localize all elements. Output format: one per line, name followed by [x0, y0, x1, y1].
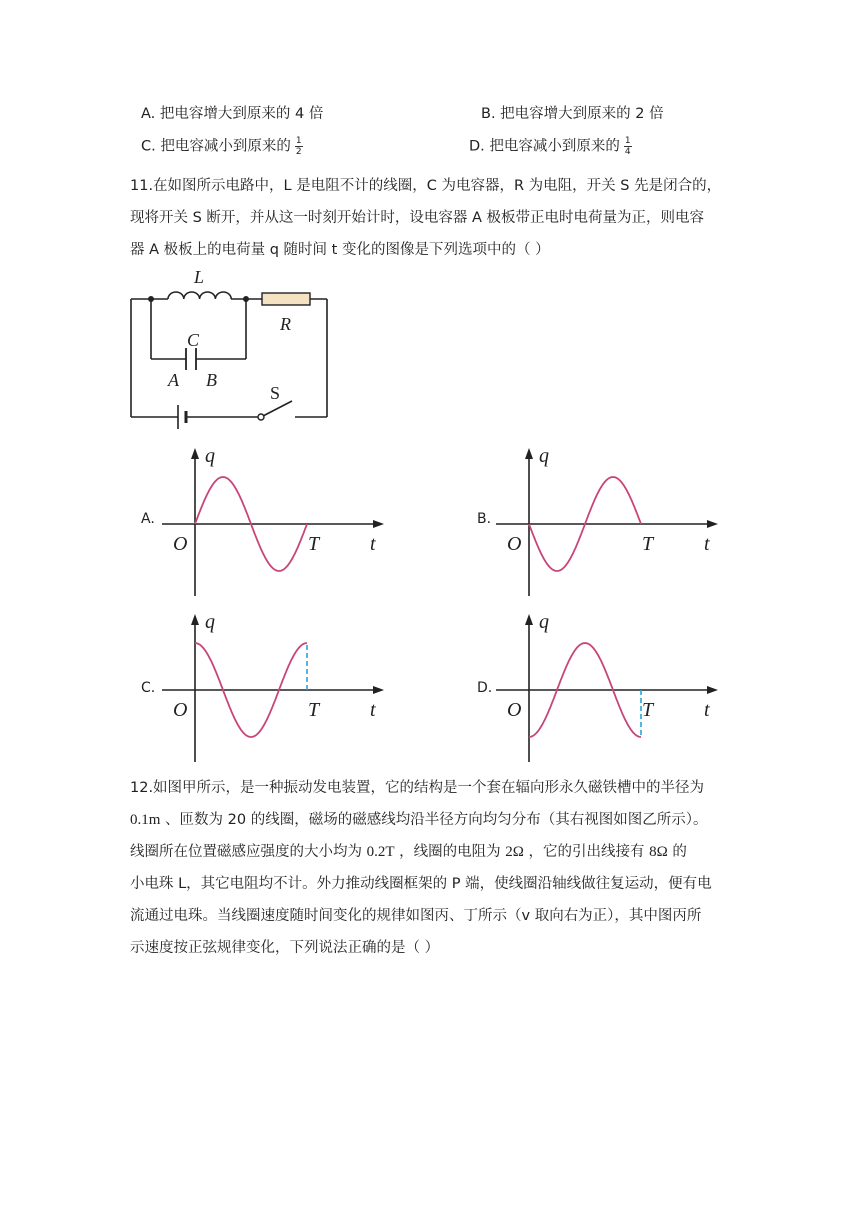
q-axis-label: q — [205, 445, 215, 467]
graph-option-c-label[interactable]: C. — [141, 680, 156, 696]
q12-line-5: 流通过电珠。当线圈速度随时间变化的规律如图丙、丁所示（v 取向右为正），其中图丙所 — [130, 908, 702, 924]
t-axis-arrow — [373, 686, 384, 694]
origin-label: O — [173, 699, 188, 721]
graph-option-a-label[interactable]: A. — [141, 511, 155, 527]
q10-option-d[interactable] — [469, 136, 632, 157]
switch-blade — [263, 401, 292, 416]
graph-option-b[interactable] — [494, 440, 724, 600]
q-axis-arrow — [525, 448, 533, 459]
q12-line-3: 线圈所在位置磁感应强度的大小均为 0.2T ，线圈的电阻为 2Ω ，它的引出线接有 8Ω 的 — [130, 844, 687, 860]
switch-pivot — [258, 414, 264, 420]
t-axis-arrow — [707, 520, 718, 528]
q11-stem — [130, 170, 730, 266]
t-axis-label: t — [370, 533, 376, 555]
origin-label: O — [507, 699, 522, 721]
t-axis-label: t — [370, 699, 376, 721]
t-axis-label: t — [704, 699, 710, 721]
q10-option-b[interactable]: B. 把电容增大到原来的 2 倍 — [481, 106, 664, 122]
graph-option-c[interactable] — [160, 606, 390, 766]
q11-line-2: 现将开关 S 断开，并从这一时刻开始计时，设电容器 A 极板带正电时电荷量为正，则电容 — [130, 210, 705, 226]
q-axis-arrow — [191, 614, 199, 625]
resistor — [262, 293, 310, 305]
q-axis-label: q — [205, 611, 215, 633]
q10-option-a[interactable]: A. 把电容增大到原来的 4 倍 — [141, 106, 324, 122]
q10-option-d-fraction: $\frac{1}{4}$ — [624, 136, 631, 157]
q11-circuit-diagram — [120, 262, 340, 432]
q10-option-c-text: C. 把电容减小到原来的 — [141, 138, 291, 155]
period-label: T — [642, 699, 654, 721]
period-label: T — [308, 699, 320, 721]
q10-option-c-fraction: $\frac{1}{2}$ — [295, 136, 302, 157]
q12-stem — [130, 772, 735, 964]
t-axis-arrow — [373, 520, 384, 528]
q10-option-d-text: D. 把电容减小到原来的 — [469, 138, 620, 155]
q-axis-arrow — [525, 614, 533, 625]
q11-line-1: 11.在如图所示电路中，L 是电阻不计的线圈，C 为电容器，R 为电阻，开关 S 先是闭合的， — [130, 178, 722, 194]
junction-right — [243, 296, 249, 302]
label-C: C — [187, 330, 200, 350]
q12-line-4: 小电珠 L，其它电阻均不计。外力推动线圈框架的 P 端，使线圈沿轴线做往复运动，便有电 — [130, 876, 712, 892]
q10-option-c[interactable] — [141, 136, 303, 157]
q-axis-label: q — [539, 445, 549, 467]
q-axis-arrow — [191, 448, 199, 459]
label-R: R — [280, 314, 291, 334]
graph-option-d-label[interactable]: D. — [477, 680, 493, 696]
q12-line-6: 示速度按正弦规律变化，下列说法正确的是（ ） — [130, 940, 440, 956]
q11-line-3: 器 A 极板上的电荷量 q 随时间 t 变化的图像是下列选项中的（ ） — [130, 242, 550, 258]
period-label: T — [642, 533, 654, 555]
graph-option-d[interactable] — [494, 606, 734, 766]
q-axis-label: q — [539, 611, 549, 633]
t-axis-label: t — [704, 533, 710, 555]
inductor-coil — [168, 292, 231, 299]
period-label: T — [308, 533, 320, 555]
label-L: L — [194, 267, 205, 287]
t-axis-arrow — [707, 686, 718, 694]
origin-label: O — [507, 533, 522, 555]
label-B: B — [206, 370, 217, 390]
q12-line-2: 0.1m 、匝数为 20 的线圈，磁场的磁感线均沿半径方向均匀分布（其右视图如图乙所示）。 — [130, 812, 708, 828]
label-A: A — [168, 370, 179, 390]
junction-left — [148, 296, 154, 302]
graph-option-a[interactable] — [160, 440, 390, 600]
label-S: S — [270, 383, 281, 403]
q12-line-1: 12.如图甲所示，是一种振动发电装置，它的结构是一个套在辐向形永久磁铁槽中的半径为 — [130, 780, 705, 796]
origin-label: O — [173, 533, 188, 555]
graph-option-b-label[interactable]: B. — [477, 511, 492, 527]
